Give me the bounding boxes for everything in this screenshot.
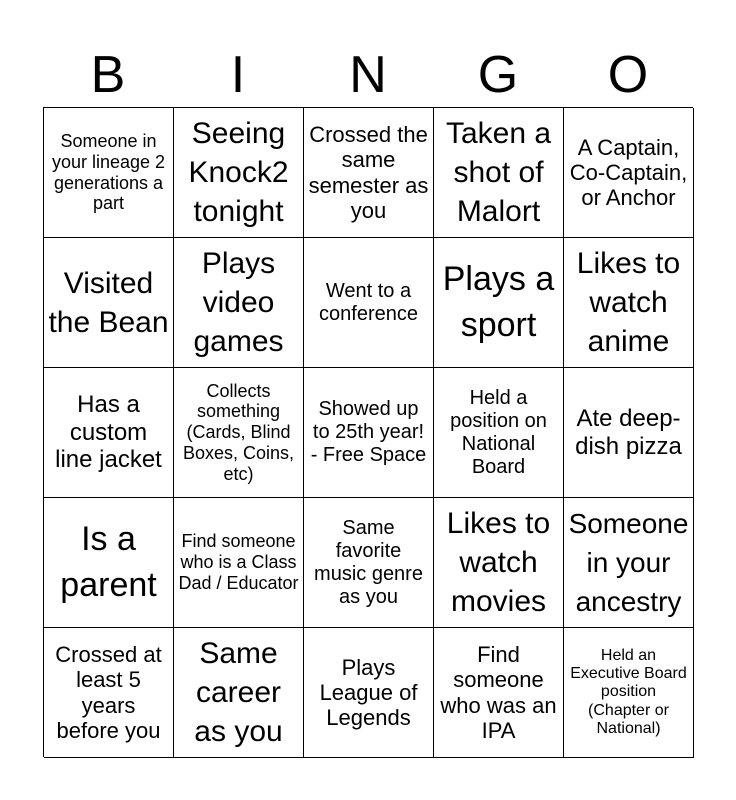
bingo-cell-2-3[interactable]: Went to a conference [304, 238, 434, 368]
bingo-cell-2-5[interactable]: Likes to watch anime [564, 238, 694, 368]
header-letter-b: B [90, 46, 126, 104]
bingo-cell-1-5[interactable]: A Captain, Co-Captain, or Anchor [564, 108, 694, 238]
header-letter-n: N [349, 46, 387, 104]
bingo-cell-2-4[interactable]: Plays a sport [434, 238, 564, 368]
bingo-cell-3-2[interactable]: Collects something (Cards, Blind Boxes, Coins, etc) [174, 368, 304, 498]
bingo-cell-5-2[interactable]: Same career as you [174, 628, 304, 758]
bingo-cell-3-3[interactable]: Showed up to 25th year! - Free Space [304, 368, 434, 498]
bingo-cell-5-1[interactable]: Crossed at least 5 years before you [44, 628, 174, 758]
header-letter-i: I [230, 46, 246, 104]
bingo-cell-3-5[interactable]: Ate deep-dish pizza [564, 368, 694, 498]
bingo-header [43, 44, 693, 106]
bingo-cell-2-2[interactable]: Plays video games [174, 238, 304, 368]
bingo-cell-5-3[interactable]: Plays League of Legends [304, 628, 434, 758]
header-letter-o: O [607, 46, 649, 104]
bingo-cell-1-3[interactable]: Crossed the same semester as you [304, 108, 434, 238]
header-letter-g: G [477, 46, 519, 104]
bingo-cell-4-1[interactable]: Is a parent [44, 498, 174, 628]
bingo-cell-4-3[interactable]: Same favorite music genre as you [304, 498, 434, 628]
bingo-cell-1-4[interactable]: Taken a shot of Malort [434, 108, 564, 238]
bingo-cell-5-4[interactable]: Find someone who was an IPA [434, 628, 564, 758]
bingo-cell-4-2[interactable]: Find someone who is a Class Dad / Educator [174, 498, 304, 628]
bingo-cell-1-1[interactable]: Someone in your lineage 2 generations a part [44, 108, 174, 238]
bingo-cell-5-5[interactable]: Held an Executive Board position (Chapter or National) [564, 628, 694, 758]
bingo-cell-1-2[interactable]: Seeing Knock2 tonight [174, 108, 304, 238]
bingo-grid [43, 107, 693, 757]
bingo-cell-4-5[interactable]: Someone in your ancestry [564, 498, 694, 628]
bingo-cell-3-1[interactable]: Has a custom line jacket [44, 368, 174, 498]
bingo-cell-3-4[interactable]: Held a position on National Board [434, 368, 564, 498]
bingo-cell-4-4[interactable]: Likes to watch movies [434, 498, 564, 628]
bingo-cell-2-1[interactable]: Visited the Bean [44, 238, 174, 368]
